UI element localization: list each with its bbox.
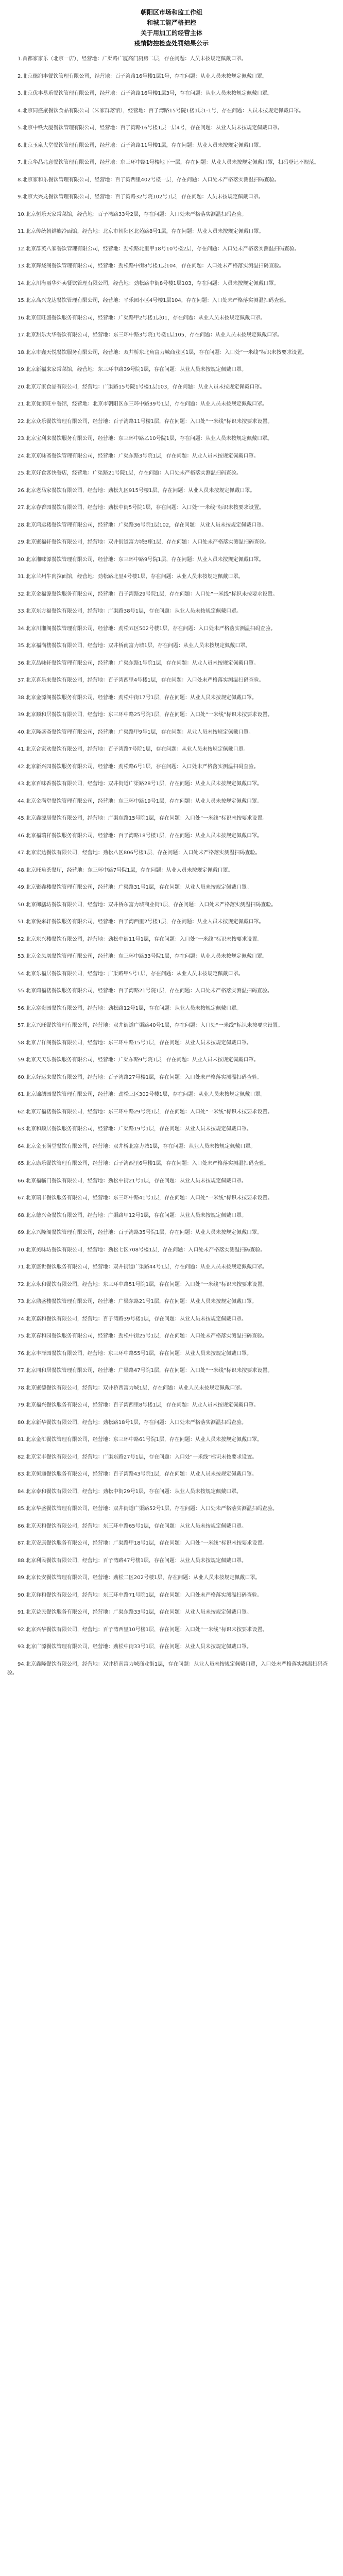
- list-item: 59.北京天天乐餐饮服务有限公司，经营地：广渠东路9号院1层，存在问题：从业人员未按规定佩戴口罩。: [18, 1057, 259, 1063]
- list-item: 44.北京金满堂餐饮管理有限公司，经营地：东三环中路19号1层，存在问题：从业人员未按规定佩戴口罩。: [18, 798, 262, 804]
- header-line-4: 疫情防控检查处罚结果公示: [134, 40, 209, 47]
- header-line-3: 关于用加工的经营主体: [140, 29, 202, 37]
- list-item: 12.北京群英八家餐饮管理有限公司，经营地：劲松路北里甲18号10号楼2层，存在问题：入口处未严格落实测温扫码查验。: [18, 246, 300, 252]
- list-item: 20.北京万家食品有限公司，经营地：广渠路15号院1号楼1层103，存在问题：从业人员未按规定佩戴口罩。: [18, 384, 265, 390]
- list-item: 53.北京金凤凰餐饮管理有限公司，经营地：东三环中路33号院1层，存在问题：从业人员未按规定佩戴口罩。: [18, 954, 267, 959]
- list-item: 22.北京众乐餐饮管理有限公司，经营地：百子湾路11号楼1层，存在问题：入口处“一米线”标识未按要求设置。: [18, 418, 273, 425]
- list-item: 37.北京喜乐来餐饮有限公司，经营地：百子湾西里4号楼1层，存在问题：入口处未严格落实测温扫码查验。: [18, 677, 264, 683]
- list-item: 48.北京旺角茶餐厅，经营地：东三环中路7号院1层，存在问题：从业人员未按规定佩戴口罩。: [18, 867, 233, 873]
- list-item: 35.北京福满楼餐饮有限公司，经营地：双井桥南富力城1层，存在问题：从业人员未按规定佩戴口罩。: [18, 643, 251, 649]
- list-item: 14.北京川海丽华外卖餐饮管理有限公司，经营地：劲松路中街8号楼1层103，存在问题：人员未按规定佩戴口罩。: [18, 280, 279, 286]
- list-item: 66.北京福临门餐饮有限公司，经营地：劲松中街21号1层，存在问题：从业人员未按规定佩戴口罩。: [18, 1178, 247, 1184]
- list-item: 39.北京顺和居餐饮有限公司，经营地：东三环中路25号院1层，存在问题：入口处“一米线”标识未按要求设置。: [18, 712, 273, 718]
- list-item: 33.北京东方福餐饮有限公司，经营地：广渠路38号1层，存在问题：从业人员未按规定佩戴口罩。: [18, 608, 242, 614]
- list-item: 4.北京同盛聚餐饮食品有限公司（朱家群落馆），经营地：百子湾路15号院1楼1层1-1号，存在问题：人员未按规定佩戴口罩。: [18, 108, 304, 114]
- list-item: 28.北京鸿运楼餐饮管理有限公司，经营地：广渠路36号院1层102，存在问题：从业人员未按规定佩戴口罩。: [18, 522, 267, 528]
- list-item: 51.北京悦来轩餐饮服务有限公司，经营地：百子湾西里2号楼1层，存在问题：从业人员未按规定佩戴口罩。: [18, 919, 264, 925]
- list-item: 67.北京瑞丰餐饮服务有限公司，经营地：东三环中路41号1层，存在问题：入口处“一米线”标识未按要求设置。: [18, 1195, 273, 1201]
- list-item: 15.北京高兴龙达餐饮管理有限公司，经营地：平乐园小区4号楼1层104，存在问题：入口处未严格落实测温扫码查验。: [18, 298, 289, 303]
- list-item: 81.北京金汇餐饮管理有限公司，经营地：东三环中路61号院1层，存在问题：从业人员未按规定佩戴口罩。: [18, 1437, 262, 1443]
- list-item: 50.北京御膳坊餐饮有限公司，经营地：双井桥东富力城商业街1层，存在问题：入口处未严格落实测温扫码查验。: [18, 902, 277, 908]
- list-item: 89.北京长安餐饮管理有限公司，经营地：劲松二区202号楼1层，存在问题：从业人员未按规定佩戴口罩。: [18, 1575, 261, 1581]
- list-item: 60.北京好运来餐饮有限公司，经营地：百子湾路27号楼1层，存在问题：入口处未严格落实测温扫码查验。: [18, 1074, 262, 1080]
- list-item: 31.北京兰州牛肉拉面馆，经营地：劲松路北里4号楼1层，存在问题：从业人员未按规定佩戴口罩。: [18, 574, 244, 580]
- list-item: 36.北京品味轩餐饮管理有限公司，经营地：广渠东路1号院1层，存在问题：从业人员未按规定佩戴口罩。: [18, 660, 259, 666]
- list-item: 90.北京祥和餐饮有限公司，经营地：东三环中路71号院1层，存在问题：入口处未严格落实测温扫码查验。: [18, 1592, 262, 1598]
- list-item: 7.北京华品兆意餐饮管理有限公司，经营地：东三环中路1号楼地下一层，存在问题：从业人员未按规定佩戴口罩，扫码登记不规范。: [18, 160, 319, 165]
- list-item: 38.北京金源阁餐饮服务有限公司，经营地：劲松中街17号1层，存在问题：从业人员未按规定佩戴口罩。: [18, 694, 257, 701]
- list-item: 69.北京兴隆阁餐饮管理有限公司，经营地：百子湾路35号院1层，存在问题：从业人员未按规定佩戴口罩。: [18, 1230, 262, 1235]
- list-item: 87.北京安康餐饮服务有限公司，经营地：广渠路甲18号1层，存在问题：入口处“一米线”标识未按要求设置。: [18, 1540, 268, 1546]
- list-item: 45.北京鑫源居餐饮有限公司，经营地：广渠东路15号院1层，存在问题：入口处“一米线”标识未按要求设置。: [18, 816, 268, 821]
- list-item: 58.北京吉祥阁餐饮有限公司，经营地：东三环中路15号1层，存在问题：从业人员未按规定佩戴口罩。: [18, 1040, 252, 1046]
- list-item: 11.北京传统朝鲜族冷面馆，经营地：北京市朝阳区北苑路8号1层，存在问题：从业人员未按规定佩戴口罩。: [18, 229, 264, 234]
- list-item: 77.北京同和居餐饮管理有限公司，经营地：广渠路47号院1层，存在问题：入口处“一米线”标识未按要求设置。: [18, 1368, 273, 1374]
- list-item: 46.北京福瑞祥餐饮服务有限公司，经营地：百子湾路18号楼1层，存在问题：从业人员未按规定佩戴口罩。: [18, 833, 262, 839]
- page-footer-space: [7, 1686, 336, 1702]
- list-item: 52.北京东兴楼餐饮有限公司，经营地：劲松中街11号1层，存在问题：入口处“一米线”标识未按要求设置。: [18, 936, 263, 942]
- list-item: 3.北京优丰易乐餐饮管理有限公司，经营地：百子湾路16号楼1层3号，存在问题：从业人员未按规定佩戴口罩。: [18, 91, 272, 96]
- list-item: 32.北京金福源餐饮服务有限公司，经营地：百子湾路29号院1层，存在问题：入口处“一米线”标识未按要求设置。: [18, 591, 278, 597]
- list-item: 2.北京德润丰餐饮管理有限公司，经营地：百子湾路16号楼1层1号，存在问题：从业人员未按规定佩戴口罩。: [18, 73, 267, 79]
- list-item: 27.北京春香园餐饮有限公司，经营地：劲松中街5号院1层，存在问题：入口处“一米线”标识未按要求设置。: [18, 505, 264, 511]
- list-item: 70.北京美味坊餐饮有限公司，经营地：劲松七区708号楼1层，存在问题：入口处未严格落实测温扫码查验。: [18, 1247, 266, 1253]
- list-item: 25.北京好食客快餐店，经营地：广渠路21号院1层，存在问题：入口处未严格落实测温扫码查验。: [18, 470, 242, 476]
- list-item: 54.北京乐福居餐饮有限公司，经营地：广渠路甲5号1层，存在问题：从业人员未按规定佩戴口罩。: [18, 971, 244, 977]
- list-item: 61.北京锦绣园餐饮管理有限公司，经营地：劲松三区302号楼1层，存在问题：从业人员未按规定佩戴口罩。: [18, 1092, 266, 1097]
- header-line-2: 和城工能严格把控: [146, 19, 196, 26]
- list-item: 23.北京宝利来餐饮服务有限公司，经营地：东三环中路乙10号院1层，存在问题：从业人员未按规定佩戴口罩。: [18, 436, 272, 442]
- list-item: 57.北京兴旺餐饮管理有限公司，经营地：双井街道广渠路40号1层，存在问题：入口处“一米线”标识未按要求设置。: [18, 1023, 283, 1028]
- list-item: 73.北京鼎盛楼餐饮管理有限公司，经营地：广渠东路21号1层，存在问题：从业人员未按规定佩戴口罩。: [18, 1299, 257, 1304]
- list-item: 49.北京聚鑫楼餐饮管理有限公司，经营地：广渠路31号1层，存在问题：从业人员未按规定佩戴口罩。: [18, 885, 252, 890]
- list-item: 41.北京合家欢餐饮有限公司，经营地：百子湾路7号院1层，存在问题：从业人员未按规定佩戴口罩。: [18, 747, 249, 752]
- list-item: 80.北京新华餐饮有限公司，经营地：劲松路18号1层，存在问题：入口处未严格落实测温扫码查验。: [18, 1419, 247, 1426]
- list-item: 83.北京恒通餐饮服务有限公司，经营地：百子湾路43号院1层，存在问题：从业人员未按规定佩戴口罩。: [18, 1471, 257, 1477]
- list-item: 19.北京新福来家常菜馆，经营地：东三环中路39号院1层，存在问题：从业人员未按规定佩戴口罩。: [18, 367, 247, 372]
- list-item: 40.北京隆盛斋餐饮管理有限公司，经营地：广渠路甲9号1层，存在问题：从业人员未按规定佩戴口罩。: [18, 729, 254, 735]
- list-item: 71.北京盛世餐饮服务有限公司，经营地：双井街道广渠路44号1层，存在问题：从业人员未按规定佩戴口罩。: [18, 1264, 267, 1270]
- list-item: 21.北京优家旺中餐馆，经营地：北京市朝阳区东三环中路39号1层，存在问题：从业人员未按规定佩戴口罩。: [18, 401, 267, 407]
- list-item: 82.北京宝丰餐饮有限公司，经营地：广渠东路27号1层，存在问题：入口处“一米线”标识未按要求设置。: [18, 1454, 258, 1460]
- list-item: 78.北京聚德餐饮有限公司，经营地：双井桥西富力城1层，存在问题：从业人员未按规定佩戴口罩。: [18, 1385, 246, 1391]
- list-item: 16.北京佳旺盛餐饮服务有限公司，经营地：广渠路甲2号楼1层01，存在问题：从业人员未按规定佩戴口罩。: [18, 315, 266, 321]
- list-item: 72.北京永和餐饮有限公司，经营地：东三环中路51号院1层，存在问题：入口处“一米线”标识未按要求设置。: [18, 1281, 268, 1287]
- header-line-1: 朝阳区市场和监工作组: [140, 9, 202, 16]
- list-item: 8.北京家和乐餐饮管理有限公司，经营地：百子湾西里402号楼一层，存在问题：入口处未严格落实测温扫码查验。: [18, 177, 280, 183]
- list-item: 86.北京天和餐饮有限公司，经营地：东三环中路65号1层，存在问题：从业人员未按规定佩戴口罩。: [18, 1523, 247, 1529]
- notice-header: [7, 7, 336, 48]
- list-item: 18.北京市鑫天悦餐饮服务有限公司，经营地：双井桥东北角富力城商业区1层，存在问题：入口处“一米线”标识未按要求设置。: [18, 349, 307, 355]
- list-item: 47.北京宏达餐饮有限公司，经营地：劲松八区806号楼1层，存在问题：入口处未严格落实测温扫码查验。: [18, 850, 261, 856]
- list-item: 30.北京湘味源餐饮管理有限公司，经营地：东三环中路9号院1层，存在问题：从业人员未按规定佩戴口罩。: [18, 556, 264, 563]
- list-item: 85.北京华盛餐饮管理有限公司，经营地：双井街道广渠路52号1层，存在问题：入口处未严格落实测温扫码查验。: [18, 1506, 278, 1512]
- list-item: 5.北京中铁大厦餐饮管理有限公司，经营地：百子湾路16号楼1层一层4号，存在问题：从业人员未按规定佩戴口罩。: [18, 125, 283, 131]
- list-item: 34.北京川湘阁餐饮管理有限公司，经营地：劲松五区502号楼1层，存在问题：入口处未严格落实测温扫码查验。: [18, 625, 276, 632]
- list-item: 88.北京利民餐饮有限公司，经营地：百子湾路47号楼1层，存在问题：从业人员未按规定佩戴口罩。: [18, 1557, 247, 1564]
- list-item: 65.北京康乐餐饮管理有限公司，经营地：百子湾西里6号楼1层，存在问题：入口处未严格落实测温扫码查验。: [18, 1161, 269, 1166]
- list-item: 26.北京老马家餐饮有限公司，经营地：劲松九区915号楼1层，存在问题：从业人员未按规定佩戴口罩。: [18, 487, 255, 494]
- inspection-result-list: [7, 55, 336, 1678]
- list-item: 91.北京益民餐饮服务有限公司，经营地：广渠东路33号1层，存在问题：从业人员未按规定佩戴口罩。: [18, 1609, 252, 1615]
- list-item: 93.北京广源餐饮管理有限公司，经营地：劲松中街33号1层，存在问题：从业人员未按规定佩戴口罩。: [18, 1644, 252, 1650]
- list-item: 24.北京京味斋餐饮管理有限公司，经营地：广渠东路3号院1层，存在问题：从业人员未按规定佩戴口罩。: [18, 453, 259, 459]
- list-item: 29.北京聚福轩餐饮有限公司，经营地：双井街道富力城B座1层，存在问题：入口处未严格落实测温扫码查验。: [18, 539, 270, 545]
- list-item: 79.北京福兴餐饮服务有限公司，经营地：百子湾西里8号楼1层，存在问题：从业人员未按规定佩戴口罩。: [18, 1402, 259, 1408]
- list-item: 63.北京和顺居餐饮服务有限公司，经营地：广渠路19号1层，存在问题：从业人员未按规定佩戴口罩。: [18, 1126, 252, 1132]
- list-item: 94.北京鑫隆餐饮有限公司，经营地：双井桥南富力城商业街1层，存在问题：从业人员未按规定佩戴口罩，入口处未严格落实测温扫码查验。: [7, 1661, 328, 1676]
- list-item: 75.北京春和园餐饮服务有限公司，经营地：劲松中街25号1层，存在问题：入口处未严格落实测温扫码查验。: [18, 1333, 267, 1339]
- list-item: 13.北京辉烧阁餐饮管理有限公司，经营地：劲松路中街8号楼1层104，存在问题：入口处未严格落实测温扫码查验。: [18, 263, 284, 269]
- list-item: 74.北京嘉和餐饮有限公司，经营地：百子湾路39号楼1层，存在问题：从业人员未按规定佩戴口罩。: [18, 1316, 247, 1322]
- list-item: 17.北京甜乐大华餐饮有限公司，经营地：东三环中路3号院1号楼1层105，存在问题：从业人员未按规定佩戴口罩。: [18, 332, 283, 338]
- list-item: 6.北京玉泉大堂餐饮管理有限公司，经营地：百子湾路11号楼1层，存在问题：从业人员未按规定佩戴口罩。: [18, 142, 264, 148]
- list-item: 56.北京富贵园餐饮有限公司，经营地：劲松路12号1层，存在问题：从业人员未按规定佩戴口罩。: [18, 1005, 242, 1011]
- list-item: 76.北京丰泽园餐饮有限公司，经营地：东三环中路55号1层，存在问题：从业人员未按规定佩戴口罩。: [18, 1350, 252, 1357]
- list-item: 62.北京万福楼餐饮有限公司，经营地：东三环中路29号院1层，存在问题：入口处“一米线”标识未按要求设置。: [18, 1109, 273, 1115]
- list-item: 10.北京恒乐天家常菜馆，经营地：百子湾路33号2层，存在问题：入口处未严格落实测温扫码查验。: [18, 211, 247, 217]
- list-item: 64.北京金玉满堂餐饮有限公司，经营地：双井桥北富力城1层，存在问题：从业人员未按规定佩戴口罩。: [18, 1143, 256, 1149]
- list-item: 68.北京德兴斋餐饮有限公司，经营地：广渠路甲12号1层，存在问题：从业人员未按规定佩戴口罩。: [18, 1212, 247, 1218]
- list-item: 42.北京新兴园餐饮服务有限公司，经营地：劲松路6号1层，存在问题：入口处未严格落实测温扫码查验。: [18, 764, 259, 770]
- list-item: 9.北京大兴龙餐饮管理有限公司，经营地：百子湾路32号院102号1层，存在问题：人员未按规定佩戴口罩。: [18, 194, 264, 200]
- list-item: 84.北京泰和餐饮有限公司，经营地：劲松中街29号1层，存在问题：从业人员未按规定佩戴口罩。: [18, 1488, 242, 1495]
- list-item: 1.首都家家乐（北京一店），经营地：广渠路广厦高门厨房二层，存在问题：人员未按规定佩戴口罩。: [18, 56, 247, 62]
- list-item: 92.北京兴华餐饮有限公司，经营地：百子湾西里10号楼1层，存在问题：入口处“一米线”标识未按要求设置。: [18, 1626, 268, 1633]
- list-item: 55.北京鸿福楼餐饮服务有限公司，经营地：百子湾路21号院1层，存在问题：入口处未严格落实测温扫码查验。: [18, 988, 272, 994]
- list-item: 43.北京百味香餐饮有限公司，经营地：双井街道广渠路28号1层，存在问题：从业人员未按规定佩戴口罩。: [18, 781, 262, 787]
